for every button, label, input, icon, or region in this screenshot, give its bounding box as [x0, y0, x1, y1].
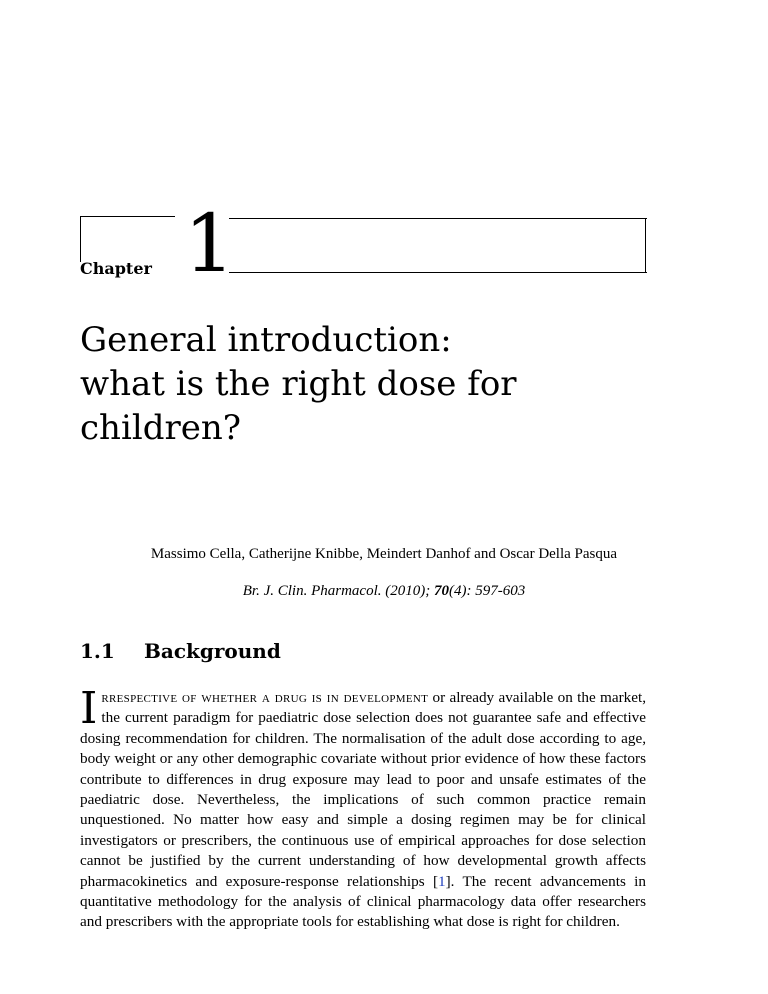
reference-link[interactable]: 1	[438, 872, 446, 890]
title-line-1: General introduction:	[80, 320, 452, 360]
frame-rule-left-top	[80, 216, 175, 217]
title-line-3: children?	[80, 408, 241, 448]
chapter-label: Chapter	[80, 259, 152, 278]
frame-rule-right-bottom	[229, 272, 647, 273]
citation-issue-pages: (4): 597-603	[449, 583, 526, 599]
section-number: 1.1	[80, 639, 115, 663]
paragraph-lead-in: rrespective of whether a drug is in development	[101, 689, 429, 706]
section-heading	[80, 638, 281, 664]
chapter-heading-frame	[80, 197, 647, 290]
citation-journal: Br. J. Clin. Pharmacol. (2010);	[242, 583, 434, 599]
publication-citation	[0, 582, 768, 600]
title-line-2: what is the right dose for	[80, 364, 517, 404]
background-paragraph	[80, 683, 646, 933]
paragraph-text-part-1: or already available on the market, the current paradigm for paediatric dose selection does not guarantee safe and effective dosing recommendation for children. The normalisation of the adult dose according to age, body weight or any other demographic covariate without prior evidence of how these factors contribute to differences in drug exposure may lead to poor and unsafe estimates of the paediatric dose. Nevertheless, the implications of such common practice remain unquestioned. No matter how easy and simple a dosing regimen may be for clinical investigators or prescribers, the continuous use of empirical approaches for dose selection cannot be justified by the current understanding of how developmental growth affects pharmacokinetics and exposure-response relationships [	[80, 689, 646, 890]
frame-rule-right-vertical	[645, 218, 646, 273]
chapter-title	[80, 318, 640, 450]
paragraph-text-part-2: ]. The recent advancements in quantitative methodology for the analysis of clinical pharmacology data offer researchers and prescribers with the appropriate tools for establishing what dose is right for children.	[80, 872, 646, 931]
author-list: Massimo Cella, Catherijne Knibbe, Meindert Danhof and Oscar Della Pasqua	[150, 546, 618, 562]
frame-rule-left-vertical	[80, 216, 81, 262]
frame-rule-right-top	[229, 218, 647, 219]
drop-cap: I	[80, 683, 98, 734]
citation-volume: 70	[434, 583, 449, 599]
section-title: Background	[144, 639, 281, 663]
chapter-number: 1	[184, 197, 235, 290]
